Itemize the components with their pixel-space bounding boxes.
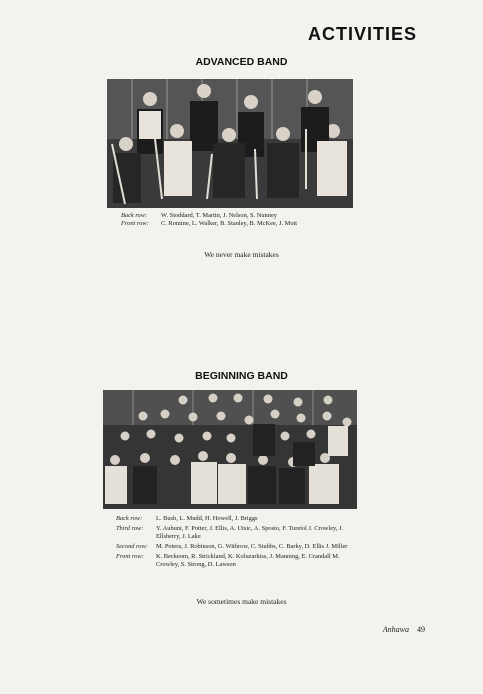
caption-row: Back row: L. Bush, L. Mudd, H. Howell, J. Briggs <box>116 515 258 522</box>
page-number: 49 <box>417 625 425 634</box>
page-footer <box>383 625 425 634</box>
beginning-band-photo <box>103 390 357 509</box>
advanced-motto: We never make mistakes <box>204 250 279 259</box>
caption-row: Front row: C. Romine, L. Walker, B. Stanley, B. McKee, J. Mott <box>121 220 298 227</box>
advanced-band-photo <box>107 79 353 208</box>
caption-row: Second row: M. Potera, J. Robinson, G. Withrow, C. Stubbs, C. Barky, D. Ellis J. Miller <box>116 543 348 550</box>
caption-row: Third row: Y. Aubuni, F. Potter, J. Ellis, A. Utsic, A. Sposto, F. Turetol J. Crowley, J. Ellsberry, J. Lake <box>116 525 344 540</box>
advanced-band-title: ADVANCED BAND <box>195 56 288 68</box>
beginning-motto: We sometimes make mistakes <box>196 597 287 606</box>
advanced-caption <box>121 212 361 228</box>
beginning-band-title: BEGINNING BAND <box>195 370 288 382</box>
caption-row: Back row: W. Stoddard, T. Martin, J. Nelson, S. Nunney <box>121 212 277 219</box>
section-title: ACTIVITIES <box>307 24 417 44</box>
beginning-caption <box>116 515 361 569</box>
caption-row: Front row: K. Beckeom, R. Strickland, K. Koluzarkiss, J. Manning, E. Crandall M. Crowley, S. Strong, D. Lawson <box>116 553 340 568</box>
school-name: Anhawa <box>382 625 409 634</box>
